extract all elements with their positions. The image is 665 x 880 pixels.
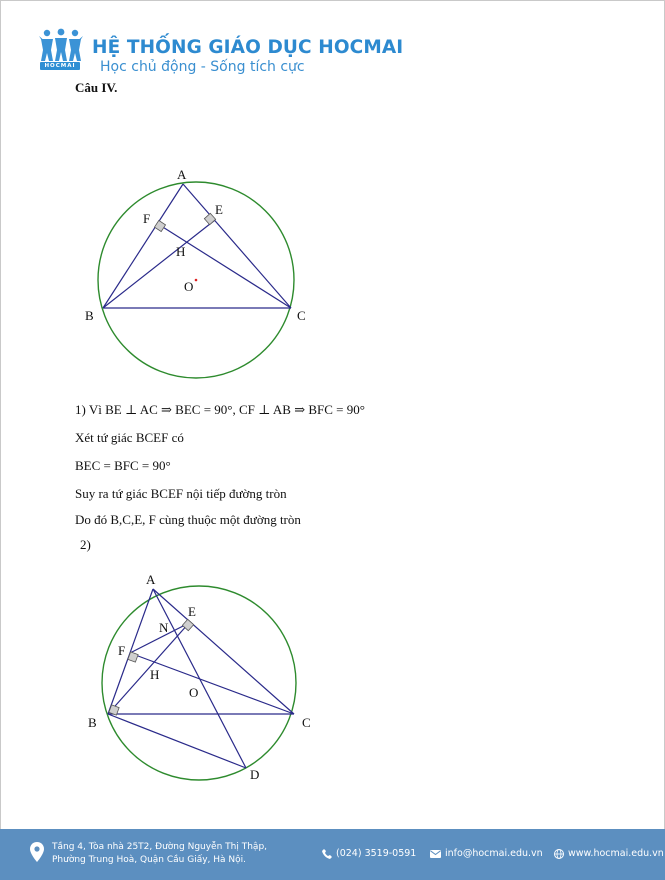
solution-line-4: Suy ra tứ giác BCEF nội tiếp đường tròn (75, 486, 287, 501)
figure-1 (80, 160, 320, 390)
label-c: C (297, 308, 306, 323)
label-n: N (159, 620, 169, 635)
center-o-point (195, 279, 198, 282)
brand-slogan: Học chủ động - Sống tích cực (100, 59, 305, 75)
solution-line-2: Xét tứ giác BCEF có (75, 430, 184, 445)
label-d: D (250, 767, 260, 782)
figure-2 (80, 565, 330, 795)
altitude-be (103, 220, 215, 308)
globe-icon (554, 849, 564, 859)
mail-icon (430, 850, 441, 858)
location-pin-icon (30, 842, 44, 862)
side-ab (103, 184, 186, 308)
website-text: www.hocmai.edu.vn (568, 848, 664, 859)
right-angle-e (204, 213, 215, 224)
footer (0, 829, 665, 880)
footer-website[interactable] (554, 848, 664, 859)
label-b: B (85, 308, 94, 323)
segment-bd (108, 714, 246, 768)
label-a: A (177, 167, 187, 182)
phone-text: (024) 3519-0591 (336, 848, 417, 859)
solution-line-3: BEC = BFC = 90° (75, 458, 171, 473)
label-h: H (176, 244, 186, 259)
logo-tag: HOCMAI (40, 62, 80, 70)
label-f: F (118, 643, 126, 658)
footer-phone[interactable] (322, 848, 416, 859)
part-2-label: 2) (80, 537, 91, 552)
footer-address (52, 841, 267, 867)
label-e: E (188, 604, 196, 619)
label-e: E (215, 202, 223, 217)
email-text: info@hocmai.edu.vn (445, 848, 543, 859)
brand-title: HỆ THỐNG GIÁO DỤC HOCMAI (92, 37, 404, 58)
label-f: F (143, 211, 151, 226)
address-line-2: Phường Trung Hoà, Quận Cầu Giấy, Hà Nội. (52, 855, 247, 865)
circumcircle (102, 586, 296, 780)
label-h: H (150, 667, 160, 682)
side-ac (183, 184, 291, 308)
phone-icon (322, 849, 332, 859)
solution-line-5: Do đó B,C,E, F cùng thuộc một đường tròn (75, 512, 301, 527)
label-a: A (146, 572, 156, 587)
label-c: C (302, 715, 311, 730)
altitude-cf (158, 224, 291, 308)
label-o: O (189, 685, 199, 700)
right-angle-f (154, 220, 165, 231)
solution-line-1: 1) Vì BE ⊥ AC ⇒ BEC = 90°, CF ⊥ AB ⇒ BFC = 90° (75, 402, 365, 417)
altitude-cf (130, 653, 294, 714)
footer-email[interactable] (430, 848, 543, 859)
side-ac (153, 589, 294, 714)
altitude-be (108, 623, 189, 714)
question-heading: Câu IV. (75, 80, 118, 95)
label-b: B (88, 715, 97, 730)
label-o: O (184, 279, 194, 294)
address-line-1: Tầng 4, Tòa nhà 25T2, Đường Nguyễn Thị Thập, (52, 842, 268, 852)
